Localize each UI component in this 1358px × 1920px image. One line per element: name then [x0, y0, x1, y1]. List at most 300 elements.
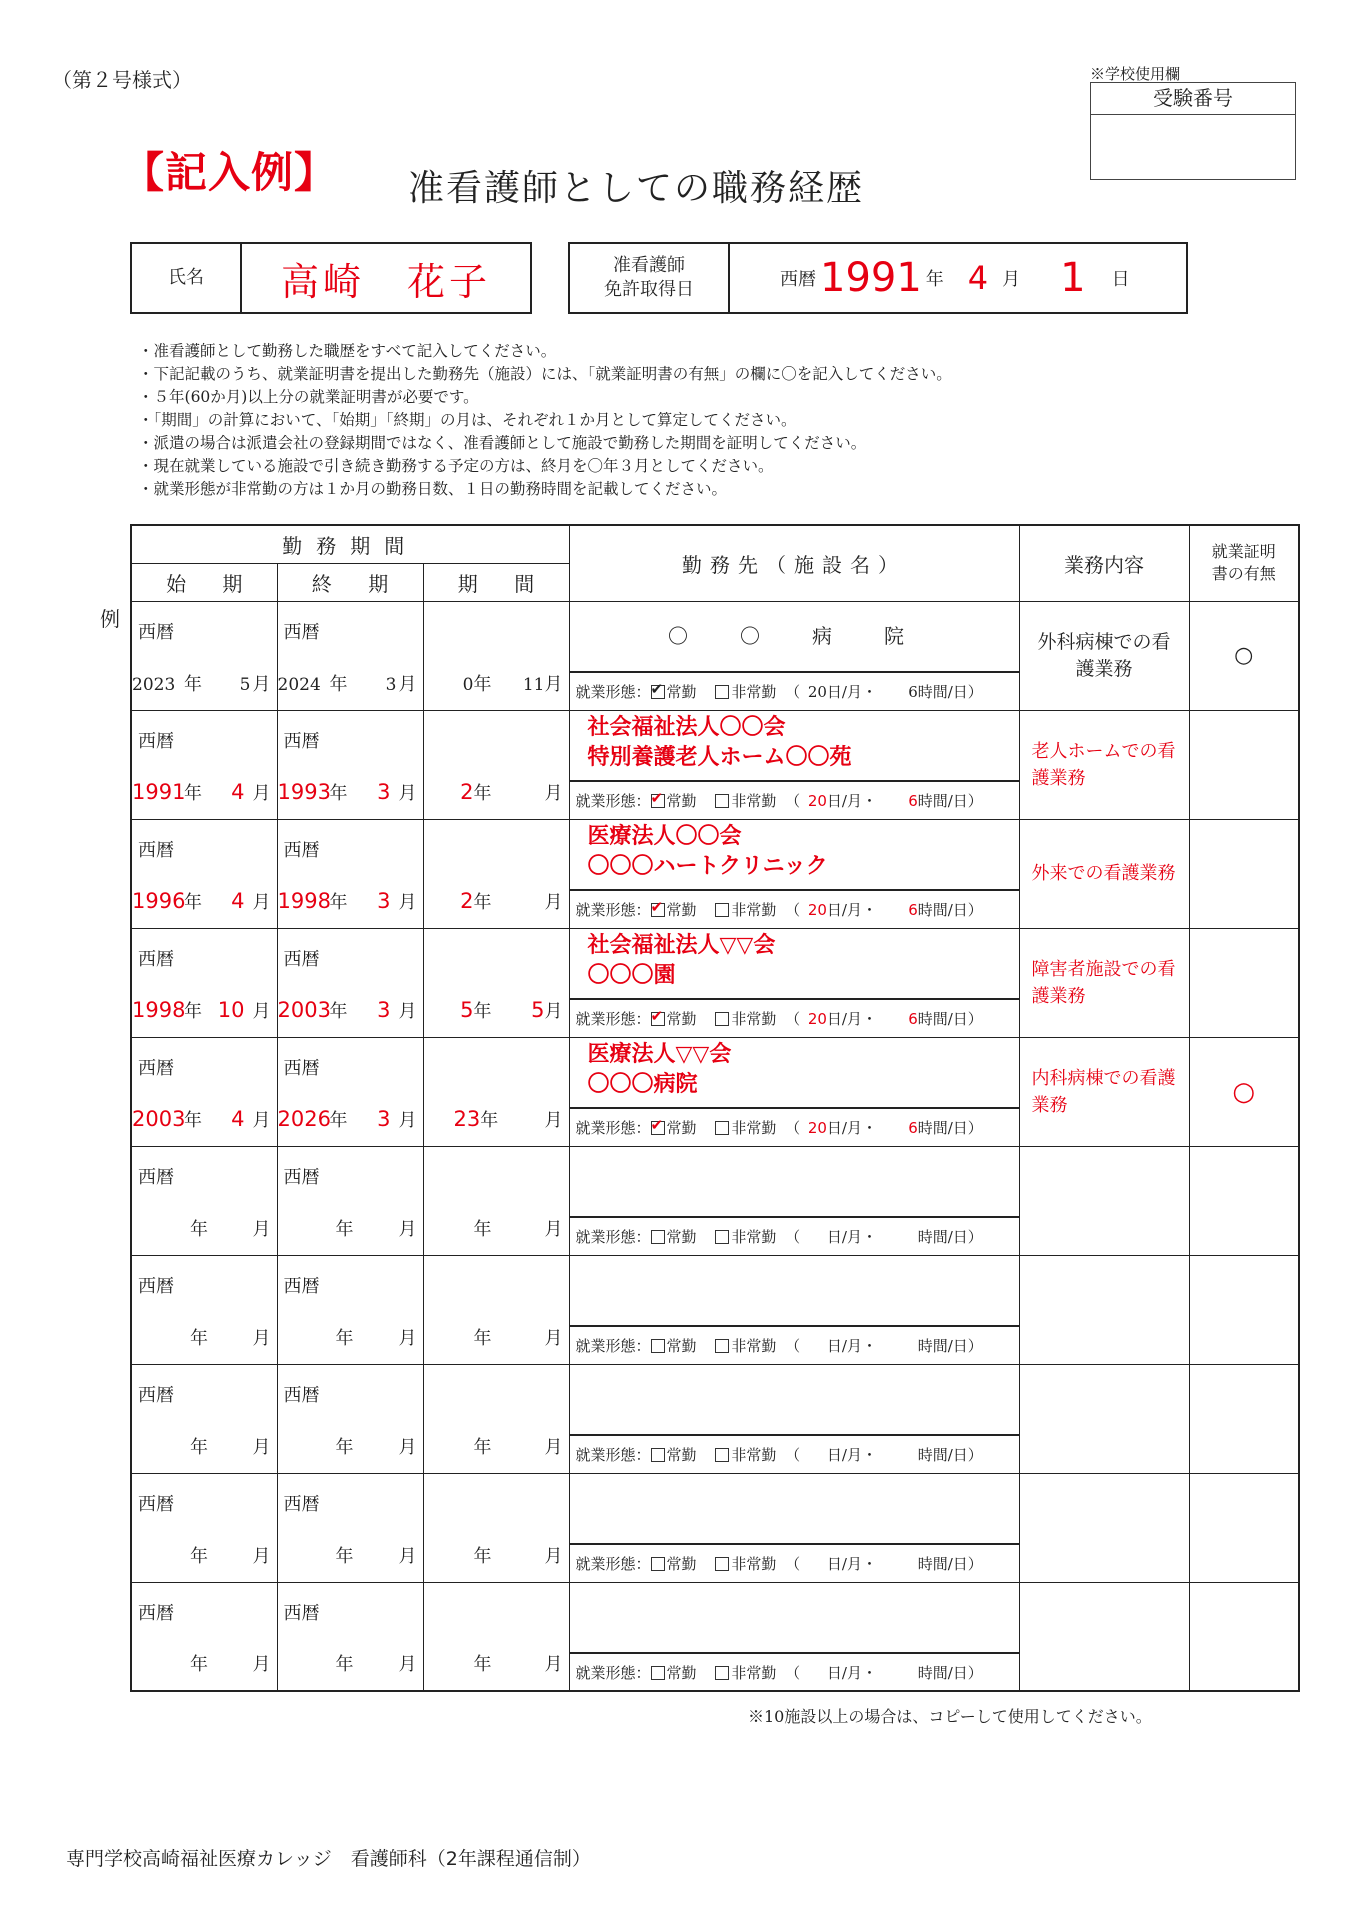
- instruction-item: ・ 下記記載のうち、就業証明書を提出した勤務先（施設）には、「就業証明書の有無」の欄に〇を記入してください。: [138, 363, 952, 386]
- month-unit: 月: [544, 1218, 563, 1240]
- workplace-cell[interactable]: [569, 710, 1019, 819]
- paren-open: （: [785, 900, 801, 919]
- end-date-cell[interactable]: [277, 1037, 423, 1146]
- license-year-unit: 年: [925, 269, 944, 290]
- page-title: 准看護師としての職務経歴: [408, 168, 865, 209]
- instruction-item: ・ ５年(60か月)以上分の就業証明書が必要です。: [138, 386, 952, 409]
- fulltime-label: 常勤: [666, 1118, 697, 1137]
- workplace-cell[interactable]: [569, 1146, 1019, 1255]
- employment-label: 就業形態：: [575, 900, 651, 919]
- duties-cell[interactable]: [1019, 1473, 1189, 1582]
- fulltime-label: 常勤: [666, 900, 697, 919]
- paren-open: （: [785, 1009, 801, 1028]
- workplace-cell[interactable]: [569, 819, 1019, 928]
- paren-open: （: [785, 1227, 801, 1246]
- name-field[interactable]: 高崎 花子: [280, 259, 491, 304]
- month-unit: 月: [398, 1654, 417, 1675]
- history-row: [131, 1146, 1299, 1255]
- history-row: [131, 1473, 1299, 1582]
- hours-unit: 時間/日）: [917, 1118, 983, 1137]
- header-start-char: 期: [222, 571, 243, 596]
- days-unit: 日/月・: [826, 1554, 877, 1573]
- start-date-cell[interactable]: [131, 819, 277, 928]
- certificate-cell[interactable]: ○: [1189, 601, 1299, 710]
- fulltime-checkbox[interactable]: [651, 1012, 665, 1026]
- workplace-cell[interactable]: [569, 1255, 1019, 1364]
- month-unit: 月: [252, 1109, 271, 1131]
- employment-type: [570, 1545, 1019, 1581]
- end-year[interactable]: 2024: [277, 674, 321, 695]
- employment-label: 就業形態：: [575, 1118, 651, 1137]
- workplace-cell[interactable]: [569, 1364, 1019, 1473]
- year-unit: 年: [473, 782, 492, 804]
- license-year[interactable]: 1991: [820, 255, 922, 301]
- duration-cell[interactable]: [423, 928, 569, 1037]
- era-label: 西暦: [283, 1493, 320, 1515]
- duties-cell[interactable]: [1019, 1146, 1189, 1255]
- end-date-cell[interactable]: [277, 601, 423, 710]
- start-date-cell[interactable]: [131, 1037, 277, 1146]
- duration-years[interactable]: 23: [453, 1106, 481, 1131]
- history-row: [131, 710, 1299, 819]
- duration-cell[interactable]: [423, 1037, 569, 1146]
- start-year[interactable]: 1998: [132, 997, 186, 1022]
- certificate-cell[interactable]: [1189, 1473, 1299, 1582]
- duration-cell[interactable]: [423, 819, 569, 928]
- parttime-label: 非常勤: [731, 1554, 777, 1573]
- workplace-cell[interactable]: [569, 1037, 1019, 1146]
- header-duration: [423, 563, 569, 601]
- header-workplace: 勤務先（施設名）: [569, 525, 1019, 601]
- fulltime-checkbox[interactable]: [651, 1339, 665, 1353]
- header-duration-char: 間: [514, 571, 535, 596]
- duration-cell[interactable]: [423, 601, 569, 710]
- year-unit: 年: [184, 673, 202, 695]
- workplace-name[interactable]: [570, 1147, 1019, 1218]
- end-date-cell[interactable]: [277, 1146, 423, 1255]
- duration-years[interactable]: 2: [460, 888, 474, 913]
- era-label: 西暦: [283, 1384, 320, 1406]
- employment-type: [570, 891, 1019, 927]
- days-per-month[interactable]: 20: [807, 1009, 827, 1028]
- start-year[interactable]: 2003: [132, 1106, 186, 1131]
- fulltime-label: 常勤: [666, 1009, 697, 1028]
- duties-cell[interactable]: 老人ホームでの看護業務: [1019, 710, 1189, 819]
- year-unit: 年: [190, 1327, 208, 1349]
- parttime-checkbox[interactable]: [715, 1666, 729, 1680]
- month-unit: 月: [398, 1327, 417, 1349]
- hours-per-day[interactable]: 6: [908, 900, 918, 919]
- year-unit: 年: [190, 1436, 208, 1458]
- start-month[interactable]: 5: [239, 674, 251, 695]
- parttime-checkbox[interactable]: [715, 1448, 729, 1462]
- era-label: 西暦: [138, 1602, 174, 1624]
- era-label: 西暦: [138, 1057, 174, 1079]
- parttime-label: 非常勤: [731, 1336, 777, 1355]
- fulltime-checkbox[interactable]: [651, 794, 665, 808]
- workplace-name[interactable]: [570, 602, 1019, 673]
- year-unit: 年: [329, 782, 348, 804]
- parttime-checkbox[interactable]: [715, 794, 729, 808]
- start-date-cell[interactable]: [131, 1255, 277, 1364]
- fulltime-label: 常勤: [666, 1336, 697, 1355]
- certificate-cell[interactable]: [1189, 1582, 1299, 1691]
- name-label: 氏名: [132, 244, 242, 312]
- month-unit: 月: [398, 891, 417, 913]
- employment-type: [570, 1000, 1019, 1036]
- license-day[interactable]: 1: [1060, 255, 1086, 301]
- fulltime-checkbox[interactable]: [651, 903, 665, 917]
- paren-open: （: [785, 1554, 801, 1573]
- hours-per-day[interactable]: 6: [908, 1009, 918, 1028]
- era-label: 西暦: [138, 1493, 174, 1515]
- year-unit: 年: [329, 891, 348, 913]
- era-label: 西暦: [138, 621, 174, 643]
- header-cert-line1: 就業証明: [1211, 542, 1276, 562]
- month-unit: 月: [252, 673, 271, 695]
- paren-open: （: [785, 682, 801, 701]
- workplace-name-line1: 医療法人▽▽会: [587, 1041, 732, 1067]
- workplace-name[interactable]: [570, 1583, 1019, 1654]
- workplace-cell[interactable]: [569, 1582, 1019, 1691]
- work-history-table: [130, 524, 1300, 1692]
- certificate-cell[interactable]: [1189, 1255, 1299, 1364]
- example-row-marker: 例: [100, 607, 120, 631]
- workplace-name-line2: 〇〇〇園: [587, 962, 676, 988]
- duties-cell[interactable]: [1019, 1255, 1189, 1364]
- parttime-label: 非常勤: [731, 1663, 777, 1682]
- duties-cell[interactable]: 外来での看護業務: [1019, 819, 1189, 928]
- parttime-label: 非常勤: [731, 1009, 777, 1028]
- instructions-list: [138, 340, 952, 501]
- end-month[interactable]: 3: [377, 997, 391, 1022]
- employment-type: [570, 1109, 1019, 1145]
- employment-type: [570, 782, 1019, 818]
- start-date-cell[interactable]: [131, 1582, 277, 1691]
- year-unit: 年: [473, 673, 492, 695]
- hours-per-day[interactable]: 6: [908, 682, 918, 701]
- hours-per-day[interactable]: 6: [908, 1118, 918, 1137]
- month-unit: 月: [398, 1545, 417, 1567]
- workplace-cell[interactable]: [569, 1473, 1019, 1582]
- era-label: 西暦: [283, 730, 320, 752]
- year-unit: 年: [184, 1000, 202, 1022]
- month-unit: 月: [544, 782, 563, 804]
- fulltime-checkbox[interactable]: [651, 1230, 665, 1244]
- fulltime-checkbox[interactable]: [651, 1448, 665, 1462]
- exam-number-label: 受験番号: [1091, 83, 1295, 115]
- fulltime-label: 常勤: [666, 1663, 697, 1682]
- header-duration-char: 期: [457, 571, 478, 596]
- month-unit: 月: [398, 1218, 417, 1240]
- end-year[interactable]: 2026: [277, 1106, 331, 1131]
- start-month[interactable]: 4: [231, 1106, 245, 1131]
- year-unit: 年: [184, 891, 202, 913]
- hours-unit: 時間/日）: [917, 1445, 983, 1464]
- employment-type: [570, 1218, 1019, 1254]
- parttime-checkbox[interactable]: [715, 903, 729, 917]
- start-date-cell[interactable]: [131, 1364, 277, 1473]
- fulltime-checkbox[interactable]: [651, 685, 665, 699]
- era-label: 西暦: [138, 839, 174, 861]
- hours-unit: 時間/日）: [917, 1336, 983, 1355]
- days-unit: 日/月・: [826, 1445, 877, 1464]
- start-date-cell[interactable]: [131, 710, 277, 819]
- month-unit: 月: [252, 1000, 271, 1022]
- duties-cell[interactable]: 障害者施設での看護業務: [1019, 928, 1189, 1037]
- era-label: 西暦: [138, 1384, 174, 1406]
- era-label: 西暦: [283, 948, 320, 970]
- fulltime-label: 常勤: [666, 1554, 697, 1573]
- certificate-cell[interactable]: [1189, 710, 1299, 819]
- duration-years[interactable]: 2: [460, 779, 474, 804]
- employment-label: 就業形態：: [575, 1445, 651, 1464]
- footer-school-name: 専門学校高崎福祉医療カレッジ 看護師科（2年課程通信制）: [66, 1848, 591, 1870]
- era-label: 西暦: [283, 1275, 320, 1297]
- era-label: 西暦: [283, 1057, 320, 1079]
- workplace-name-line1: 医療法人〇〇会: [587, 823, 742, 849]
- hours-unit: 時間/日）: [917, 1009, 983, 1028]
- start-date-cell[interactable]: [131, 1473, 277, 1582]
- hours-unit: 時間/日）: [917, 900, 983, 919]
- history-row: [131, 928, 1299, 1037]
- duration-cell[interactable]: [423, 1473, 569, 1582]
- era-label: 西暦: [283, 621, 320, 643]
- workplace-cell[interactable]: [569, 928, 1019, 1037]
- workplace-name[interactable]: [570, 1038, 1019, 1109]
- year-unit: 年: [473, 1327, 492, 1349]
- month-unit: 月: [398, 1436, 417, 1458]
- workplace-name[interactable]: [570, 820, 1019, 891]
- instruction-item: ・ 就業形態が非常勤の方は１か月の勤務日数、１日の勤務時間を記載してください。: [138, 478, 952, 501]
- exam-number-box: [1090, 82, 1296, 180]
- month-unit: 月: [252, 1436, 271, 1458]
- employment-type: [570, 1436, 1019, 1472]
- workplace-name[interactable]: [570, 929, 1019, 1000]
- month-unit: 月: [252, 1654, 271, 1675]
- days-unit: 日/月・: [826, 1009, 877, 1028]
- end-date-cell[interactable]: [277, 1255, 423, 1364]
- month-unit: 月: [544, 1545, 563, 1567]
- end-year[interactable]: 1993: [277, 779, 331, 804]
- end-date-cell[interactable]: [277, 1473, 423, 1582]
- duration-years[interactable]: 5: [460, 997, 474, 1022]
- header-end-char: 終: [311, 571, 332, 596]
- parttime-checkbox[interactable]: [715, 1012, 729, 1026]
- month-unit: 月: [398, 1109, 417, 1131]
- month-unit: 月: [544, 673, 563, 695]
- start-date-cell[interactable]: [131, 601, 277, 710]
- duration-months[interactable]: 5: [531, 997, 545, 1022]
- certificate-cell[interactable]: [1189, 928, 1299, 1037]
- parttime-checkbox[interactable]: [715, 1557, 729, 1571]
- end-date-cell[interactable]: [277, 928, 423, 1037]
- end-date-cell[interactable]: [277, 710, 423, 819]
- days-per-month[interactable]: 20: [807, 1118, 827, 1137]
- fulltime-checkbox[interactable]: [651, 1557, 665, 1571]
- paren-open: （: [785, 1336, 801, 1355]
- instruction-item: ・ 現在就業している施設で引き続き勤務する予定の方は、終月を〇年３月としてください。: [138, 455, 952, 478]
- month-unit: 月: [398, 782, 417, 804]
- month-unit: 月: [544, 1654, 563, 1675]
- header-end-char: 期: [368, 571, 389, 596]
- hours-unit: 時間/日）: [917, 1227, 983, 1246]
- start-month[interactable]: 4: [231, 779, 245, 804]
- year-unit: 年: [473, 1000, 492, 1022]
- hours-unit: 時間/日）: [917, 791, 983, 810]
- instruction-item: ・ 派遣の場合は派遣会社の登録期間ではなく、准看護師として施設で勤務した期間を証明してください。: [138, 432, 952, 455]
- year-unit: 年: [473, 1545, 492, 1567]
- history-row: [131, 819, 1299, 928]
- certificate-cell[interactable]: [1189, 1146, 1299, 1255]
- header-cert-line2: 書の有無: [1211, 564, 1276, 584]
- end-month[interactable]: 3: [385, 674, 397, 695]
- days-per-month[interactable]: 20: [807, 791, 827, 810]
- days-unit: 日/月・: [826, 1663, 877, 1682]
- duties-cell[interactable]: 外科病棟での看護業務: [1019, 601, 1189, 710]
- duties-cell[interactable]: [1019, 1582, 1189, 1691]
- days-unit: 日/月・: [826, 1336, 877, 1355]
- days-unit: 日/月・: [826, 682, 877, 701]
- duration-cell[interactable]: [423, 1582, 569, 1691]
- era-label: 西暦: [138, 1275, 174, 1297]
- year-unit: 年: [335, 1545, 354, 1567]
- year-unit: 年: [190, 1654, 208, 1675]
- era-label: 西暦: [138, 730, 174, 752]
- workplace-cell[interactable]: [569, 601, 1019, 710]
- days-unit: 日/月・: [826, 1118, 877, 1137]
- parttime-checkbox[interactable]: [715, 685, 729, 699]
- start-month[interactable]: 10: [217, 997, 245, 1022]
- month-unit: 月: [544, 1000, 563, 1022]
- month-unit: 月: [252, 1218, 271, 1240]
- year-unit: 年: [473, 891, 492, 913]
- end-month[interactable]: 3: [377, 779, 391, 804]
- workplace-name[interactable]: [570, 711, 1019, 782]
- era-label: 西暦: [138, 948, 174, 970]
- parttime-checkbox[interactable]: [715, 1230, 729, 1244]
- duration-months[interactable]: 11: [522, 674, 545, 695]
- employment-label: 就業形態：: [575, 1336, 651, 1355]
- certificate-cell[interactable]: [1189, 819, 1299, 928]
- end-date-cell[interactable]: [277, 1364, 423, 1473]
- header-certificate: [1189, 525, 1299, 601]
- license-label-line1: 准看護師: [613, 255, 685, 276]
- duties-cell[interactable]: [1019, 1364, 1189, 1473]
- days-unit: 日/月・: [826, 900, 877, 919]
- employment-label: 就業形態：: [575, 1663, 651, 1682]
- certificate-cell[interactable]: ○: [1189, 1037, 1299, 1146]
- copy-note: ※10施設以上の場合は、コピーして使用してください。: [748, 1707, 1152, 1726]
- month-unit: 月: [398, 673, 417, 695]
- end-date-cell[interactable]: [277, 1582, 423, 1691]
- end-year[interactable]: 1998: [277, 888, 331, 913]
- workplace-name[interactable]: [570, 1365, 1019, 1436]
- employment-label: 就業形態：: [575, 1009, 651, 1028]
- fulltime-label: 常勤: [666, 1227, 697, 1246]
- example-row: [131, 601, 1299, 710]
- history-row: [131, 1582, 1299, 1691]
- fulltime-checkbox[interactable]: [651, 1121, 665, 1135]
- fulltime-checkbox[interactable]: [651, 1666, 665, 1680]
- parttime-checkbox[interactable]: [715, 1121, 729, 1135]
- employment-label: 就業形態：: [575, 1227, 651, 1246]
- workplace-name-line2: 〇〇〇ハートクリニック: [587, 853, 828, 879]
- license-month[interactable]: 4: [967, 259, 989, 297]
- header-end: [277, 563, 423, 601]
- paren-open: （: [785, 1445, 801, 1464]
- workplace-name-line2: 特別養護老人ホーム〇〇苑: [587, 744, 852, 770]
- start-month[interactable]: 4: [231, 888, 245, 913]
- parttime-label: 非常勤: [731, 1227, 777, 1246]
- history-row: [131, 1255, 1299, 1364]
- name-box: [130, 242, 532, 314]
- start-date-cell[interactable]: [131, 1146, 277, 1255]
- month-unit: 月: [544, 1436, 563, 1458]
- school-use-label: ※学校使用欄: [1090, 65, 1181, 83]
- workplace-name[interactable]: [570, 1256, 1019, 1327]
- era-label: 西暦: [283, 1602, 320, 1624]
- start-year[interactable]: 2023: [132, 674, 176, 695]
- year-unit: 年: [329, 1000, 348, 1022]
- employment-label: 就業形態：: [575, 1554, 651, 1573]
- header-work-period: 勤務期間: [131, 525, 569, 563]
- license-date-field[interactable]: [730, 244, 1186, 312]
- duration-cell[interactable]: [423, 1255, 569, 1364]
- end-month[interactable]: 3: [377, 1106, 391, 1131]
- exam-number-field[interactable]: [1091, 115, 1295, 177]
- employment-type: [570, 673, 1019, 709]
- workplace-name[interactable]: [570, 1474, 1019, 1545]
- start-date-cell[interactable]: [131, 928, 277, 1037]
- year-unit: 年: [335, 1218, 354, 1240]
- workplace-name-line1: 〇 〇 病 院: [668, 624, 920, 648]
- form-number: （第２号様式）: [52, 68, 192, 92]
- duration-years[interactable]: 0: [462, 674, 474, 695]
- hours-per-day[interactable]: 6: [908, 791, 918, 810]
- year-unit: 年: [184, 1109, 202, 1131]
- year-unit: 年: [480, 1109, 499, 1131]
- instruction-item: ・ 「期間」の計算において、「始期」「終期」の月は、それぞれ１か月として算定してください。: [138, 409, 952, 432]
- duration-cell[interactable]: [423, 710, 569, 819]
- start-year[interactable]: 1991: [132, 779, 186, 804]
- year-unit: 年: [190, 1545, 208, 1567]
- start-year[interactable]: 1996: [132, 888, 186, 913]
- end-month[interactable]: 3: [377, 888, 391, 913]
- license-date-label: [570, 244, 730, 312]
- duration-cell[interactable]: [423, 1146, 569, 1255]
- paren-open: （: [785, 1663, 801, 1682]
- month-unit: 月: [544, 1327, 563, 1349]
- month-unit: 月: [398, 1000, 417, 1022]
- workplace-name-line1: 社会福祉法人〇〇会: [587, 714, 786, 740]
- end-date-cell[interactable]: [277, 819, 423, 928]
- hours-unit: 時間/日）: [917, 1663, 983, 1682]
- end-year[interactable]: 2003: [277, 997, 331, 1022]
- month-unit: 月: [252, 1327, 271, 1349]
- duties-cell[interactable]: 内科病棟での看護業務: [1019, 1037, 1189, 1146]
- duration-cell[interactable]: [423, 1364, 569, 1473]
- days-unit: 日/月・: [826, 1227, 877, 1246]
- parttime-label: 非常勤: [731, 900, 777, 919]
- parttime-checkbox[interactable]: [715, 1339, 729, 1353]
- paren-open: （: [785, 791, 801, 810]
- days-per-month[interactable]: 20: [807, 682, 827, 701]
- certificate-cell[interactable]: [1189, 1364, 1299, 1473]
- example-tag: 【記入例】: [122, 148, 338, 197]
- history-row: [131, 1037, 1299, 1146]
- days-per-month[interactable]: 20: [807, 900, 827, 919]
